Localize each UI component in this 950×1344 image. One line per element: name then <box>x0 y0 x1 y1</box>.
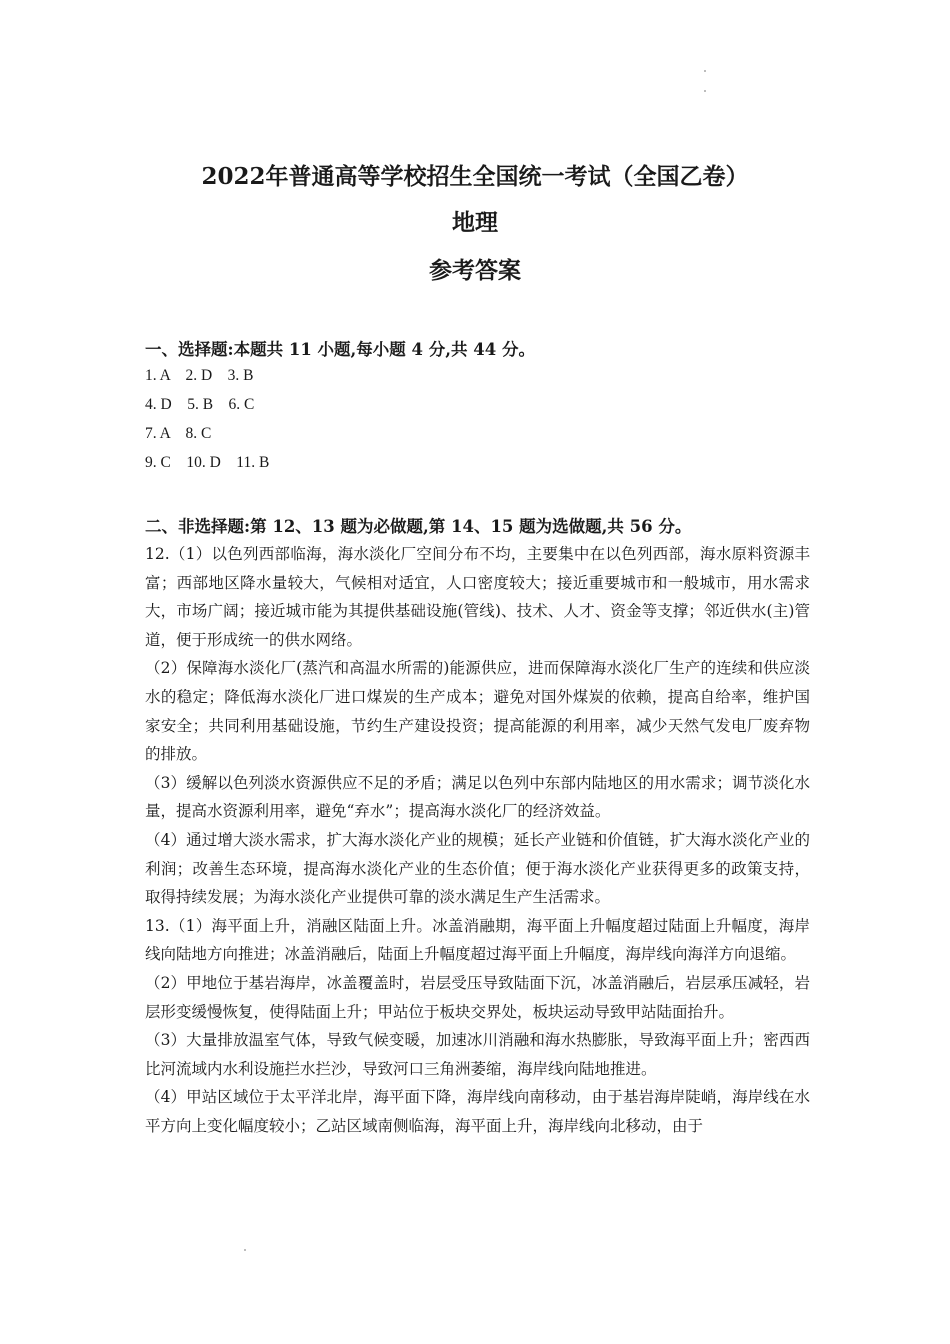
section2-heading: 二、非选择题:第 12、13 题为必做题,第 14、15 题为选做题,共 56 分。 <box>145 517 692 536</box>
q12-part4: （4）通过增大淡水需求，扩大海水淡化产业的规模；延长产业链和价值链，扩大海水淡化产业的利润；改善生态环境，提高海水淡化产业的生态价值；便于海水淡化产业获得更多的政策支持，取得持续发展；为海水淡化产业提供可靠的淡水满足生产生活需求。 <box>145 830 810 907</box>
answer-key-title: 参考答案 <box>429 257 521 284</box>
answer-row: 9. C 10. D 11. B <box>145 454 270 471</box>
q13-part3: （3）大量排放温室气体，导致气候变暖，加速冰川消融和海水热膨胀，导致海平面上升；密西西比河流域内水利设施拦水拦沙，导致河口三角洲萎缩，海岸线向陆地推进。 <box>145 1031 810 1078</box>
section2-body <box>145 540 810 1140</box>
answer-row: 7. A 8. C <box>145 425 212 442</box>
exam-title: 2022年普通高等学校招生全国统一考试（全国乙卷） <box>201 163 749 190</box>
q12-part3: （3）缓解以色列淡水资源供应不足的矛盾；满足以色列中东部内陆地区的用水需求；调节淡化水量，提高水资源利用率，避免“弃水”；提高海水淡化厂的经济效益。 <box>145 773 810 821</box>
q13-part4: （4）甲站区域位于太平洋北岸，海平面下降，海岸线向南移动，由于基岩海岸陡峭，海岸线在水平方向上变化幅度较小；乙站区域南侧临海，海平面上升，海岸线向北移动，由于 <box>145 1088 810 1135</box>
answer-row: 1. A 2. D 3. B <box>145 367 254 384</box>
answer-row: 4. D 5. B 6. C <box>145 396 255 413</box>
scan-dot <box>704 90 706 92</box>
subject-title: 地理 <box>452 209 498 236</box>
section1-heading: 一、选择题:本题共 11 小题,每小题 4 分,共 44 分。 <box>145 340 535 359</box>
scan-dot <box>244 1249 246 1251</box>
scan-dot <box>704 70 706 72</box>
q12-part2: （2）保障海水淡化厂(蒸汽和高温水所需的)能源供应，进而保障海水淡化厂生产的连续和供应淡水的稳定；降低海水淡化厂进口煤炭的生产成本；避免对国外煤炭的依赖，提高自给率，维护国家安全；共同利用基础设施，节约生产建设投资；提高能源的利用率，减少天然气发电厂废弃物的排放。 <box>145 659 810 764</box>
q13-part2: （2）甲地位于基岩海岸，冰盖覆盖时，岩层受压导致陆面下沉，冰盖消融后，岩层承压减轻，岩层形变缓慢恢复，使得陆面上升；甲站位于板块交界处，板块运动导致甲站陆面抬升。 <box>145 973 810 1021</box>
q12-part1: 12.（1）以色列西部临海，海水淡化厂空间分布不均，主要集中在以色列西部，海水原料资源丰富；西部地区降水量较大，气候相对适宜，人口密度较大；接近重要城市和一般城市，用水需求大，市场广阔；接近城市能为其提供基础设施(管线)、技术、人才、资金等支撑；邻近供水(主)管道，便于形成统一的供水网络。 <box>145 545 810 649</box>
q13-part1: 13.（1）海平面上升，消融区陆面上升。冰盖消融期，海平面上升幅度超过陆面上升幅度，海岸线向陆地方向推进；冰盖消融后，陆面上升幅度超过海平面上升幅度，海岸线向海洋方向退缩。 <box>145 916 810 964</box>
